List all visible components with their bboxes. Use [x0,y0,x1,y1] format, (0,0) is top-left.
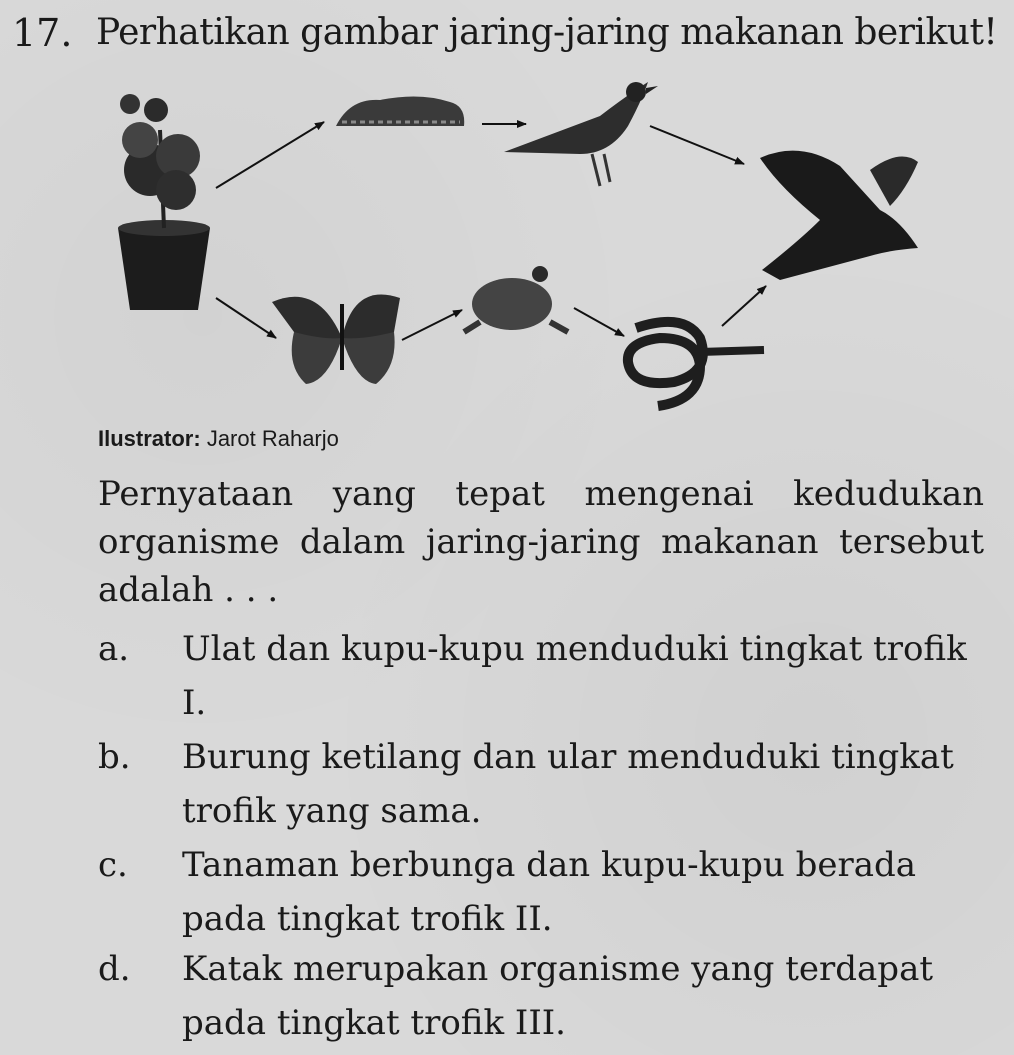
eagle-icon [760,151,918,280]
arrow-plant-to-caterpillar [216,122,324,188]
bird-icon [504,82,658,186]
option-c-text: Tanaman berbunga dan kupu-kupu berada pada tingkat trofik II. [182,845,917,939]
plant-icon [118,94,210,310]
question-title: Perhatikan gambar jaring-jaring makanan berikut! [96,12,998,53]
option-d-letter: d. [98,949,131,989]
arrow-butterfly-to-frog [402,310,462,340]
option-a-letter: a. [98,629,130,669]
arrow-bird-to-eagle [650,126,744,164]
credit-label: Ilustrator: [98,426,201,451]
arrow-snake-to-eagle [722,286,766,326]
option-a-text: Ulat dan kupu-kupu menduduki tingkat trofik I. [182,629,967,723]
question-stem: Pernyataan yang tepat mengenai kedudukan organisme dalam jaring-jaring makanan tersebut adalah . . . [98,474,984,610]
option-d-text: Katak merupakan organisme yang terdapat pada tingkat trofik III. [182,949,934,1043]
snake-icon [628,322,764,406]
caterpillar-icon [336,96,464,126]
question-number: 17. [12,11,73,55]
frog-icon [464,266,568,332]
option-b-letter: b. [98,737,131,777]
arrow-plant-to-butterfly [216,298,276,338]
butterfly-icon [272,294,400,384]
arrow-frog-to-snake [574,308,624,336]
option-c-letter: c. [98,845,128,885]
option-b-text: Burung ketilang dan ular menduduki tingkat trofik yang sama. [182,737,954,831]
food-web-figure [80,70,940,430]
credit-name: Jarot Raharjo [206,426,339,451]
food-web-diagram [80,70,940,430]
illustrator-credit [98,424,339,454]
